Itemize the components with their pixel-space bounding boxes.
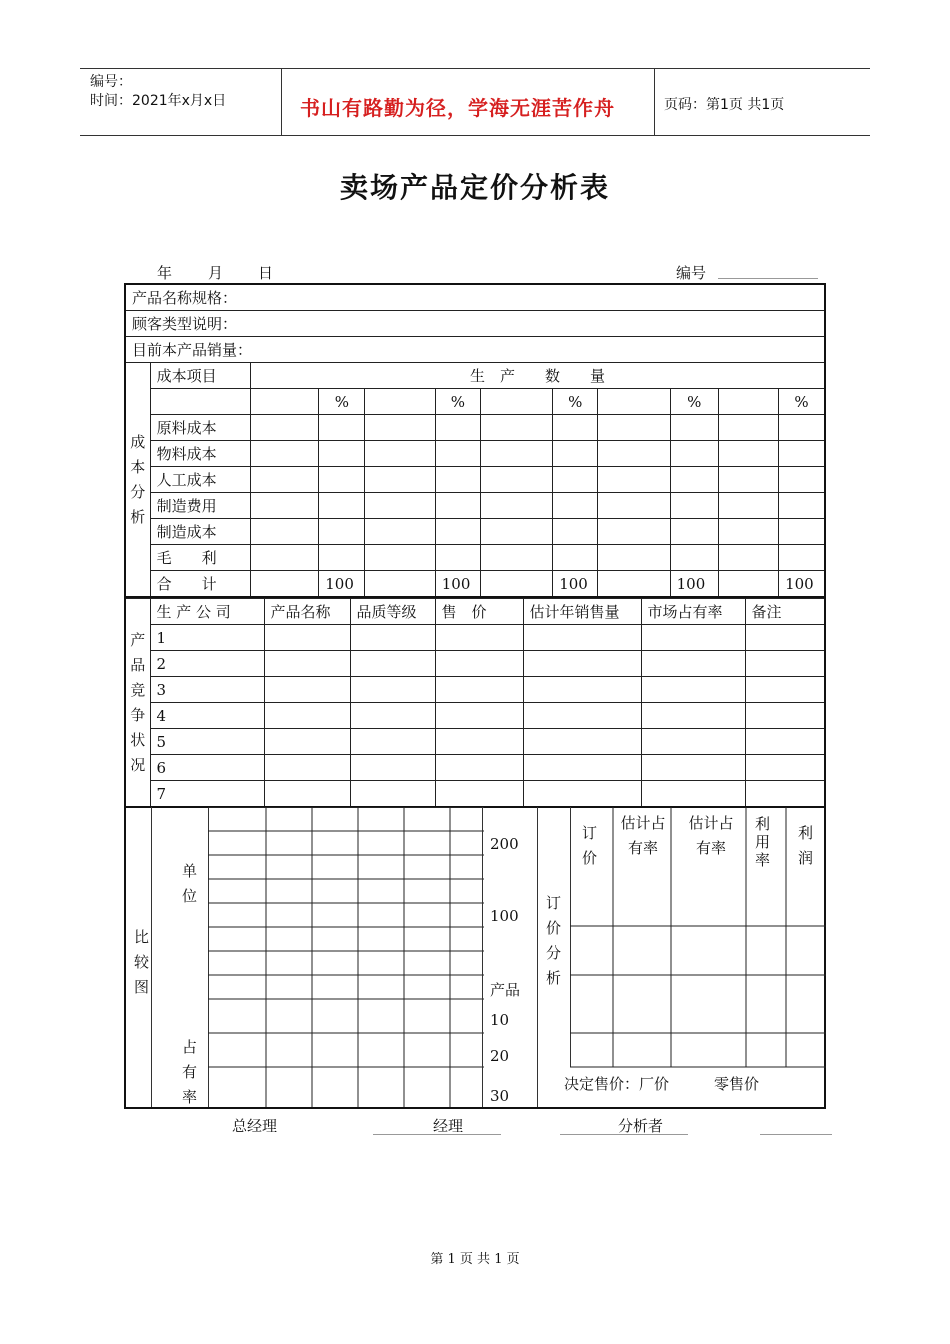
share-label: 占有率 <box>182 1038 198 1106</box>
pricing-header-share: 估计占有率 <box>620 814 666 857</box>
cost-qty-header: 生 产 数 量 <box>251 363 826 389</box>
header-divider <box>281 68 282 135</box>
cost-total: 100 <box>319 571 365 598</box>
competition-table <box>124 598 826 808</box>
cost-blank[interactable] <box>150 389 250 415</box>
comp-row-num: 1 <box>150 625 264 651</box>
cost-percent: % <box>779 389 825 415</box>
cost-total: 100 <box>779 571 825 598</box>
header-top-rule <box>80 68 870 69</box>
info-cost-table <box>124 283 826 598</box>
form-number-field[interactable] <box>718 278 818 279</box>
pricing-header-price: 订价 <box>582 824 598 867</box>
cost-total: 100 <box>670 571 718 598</box>
comp-row-num: 3 <box>150 677 264 703</box>
motto: 书山有路勤为径，学海无涯苦作舟 <box>300 96 615 120</box>
header-divider <box>654 68 655 135</box>
comp-row-num: 5 <box>150 729 264 755</box>
scale-10: 10 <box>490 1011 510 1029</box>
form-number-label: 编号 <box>676 264 707 282</box>
time-label: 时间：2021年x月x日 <box>90 93 227 109</box>
comp-header: 售 价 <box>435 599 523 625</box>
decided-price[interactable]: 决定售价：厂价 零售价 <box>564 1075 760 1093</box>
cost-row-label: 人工成本 <box>150 467 250 493</box>
cost-qty-cell[interactable] <box>251 389 319 415</box>
sign-general-manager: 总经理 <box>232 1117 278 1135</box>
pricing-header-profit: 利润 <box>798 824 814 867</box>
sign-line[interactable] <box>760 1134 832 1135</box>
scale-100: 100 <box>490 907 519 925</box>
comp-header: 生 产 公 司 <box>150 599 264 625</box>
header-bottom-rule <box>80 135 870 136</box>
cost-row-label: 原料成本 <box>150 415 250 441</box>
scale-30: 30 <box>490 1087 510 1105</box>
cost-item-header: 成本项目 <box>150 363 250 389</box>
pricing-label: 订价分析 <box>546 894 562 987</box>
date-month: 月 <box>208 264 224 282</box>
comp-row-num: 2 <box>150 651 264 677</box>
info-row-product[interactable]: 产品名称规格： <box>125 284 825 311</box>
unit-label: 单位 <box>182 862 198 905</box>
comp-row-num: 4 <box>150 703 264 729</box>
cost-percent: % <box>670 389 718 415</box>
date-day: 日 <box>258 264 274 282</box>
compare-grid[interactable] <box>208 807 484 1107</box>
cost-row-label: 物料成本 <box>150 441 250 467</box>
cost-row-label: 合 计 <box>150 571 250 598</box>
compare-side-label: 比较图 <box>134 928 150 996</box>
comp-header: 产品名称 <box>264 599 350 625</box>
competition-side-label: 产品竞争状况 <box>125 599 150 808</box>
comp-header: 估计年销售量 <box>523 599 641 625</box>
info-row-customer[interactable]: 顾客类型说明： <box>125 311 825 337</box>
info-row-sales[interactable]: 目前本产品销量： <box>125 337 825 363</box>
cost-row-label: 制造费用 <box>150 493 250 519</box>
cost-percent: % <box>435 389 480 415</box>
cost-side-label: 成本分析 <box>125 363 150 598</box>
comp-header: 备注 <box>745 599 825 625</box>
comp-header: 品质等级 <box>350 599 435 625</box>
comp-row-num: 7 <box>150 781 264 808</box>
sign-manager: 经理 <box>433 1117 464 1135</box>
page-info: 页码：第1页 共1页 <box>664 97 785 113</box>
cost-percent: % <box>553 389 598 415</box>
page-footer: 第 1 页 共 1 页 <box>430 1252 520 1267</box>
pricing-header-utilization: 利用率 <box>755 815 771 869</box>
cost-total: 100 <box>435 571 480 598</box>
pricing-header-share: 估计占有率 <box>688 814 734 857</box>
cost-qty-cell[interactable] <box>598 389 670 415</box>
cost-qty-cell[interactable] <box>365 389 435 415</box>
cost-total: 100 <box>553 571 598 598</box>
cost-row-label: 毛 利 <box>150 545 250 571</box>
scale-product: 产品 <box>490 981 521 999</box>
compare-section <box>124 807 826 1109</box>
cost-qty-cell[interactable] <box>480 389 552 415</box>
sign-analyst: 分析者 <box>618 1117 664 1135</box>
cost-row-label: 制造成本 <box>150 519 250 545</box>
cost-qty-cell[interactable] <box>718 389 778 415</box>
number-label: 编号： <box>90 74 132 90</box>
scale-20: 20 <box>490 1047 510 1065</box>
date-year: 年 <box>157 264 173 282</box>
scale-200: 200 <box>490 835 519 853</box>
comp-header: 市场占有率 <box>641 599 745 625</box>
cost-percent: % <box>319 389 365 415</box>
comp-row-num: 6 <box>150 755 264 781</box>
page-title: 卖场产品定价分析表 <box>339 171 610 204</box>
